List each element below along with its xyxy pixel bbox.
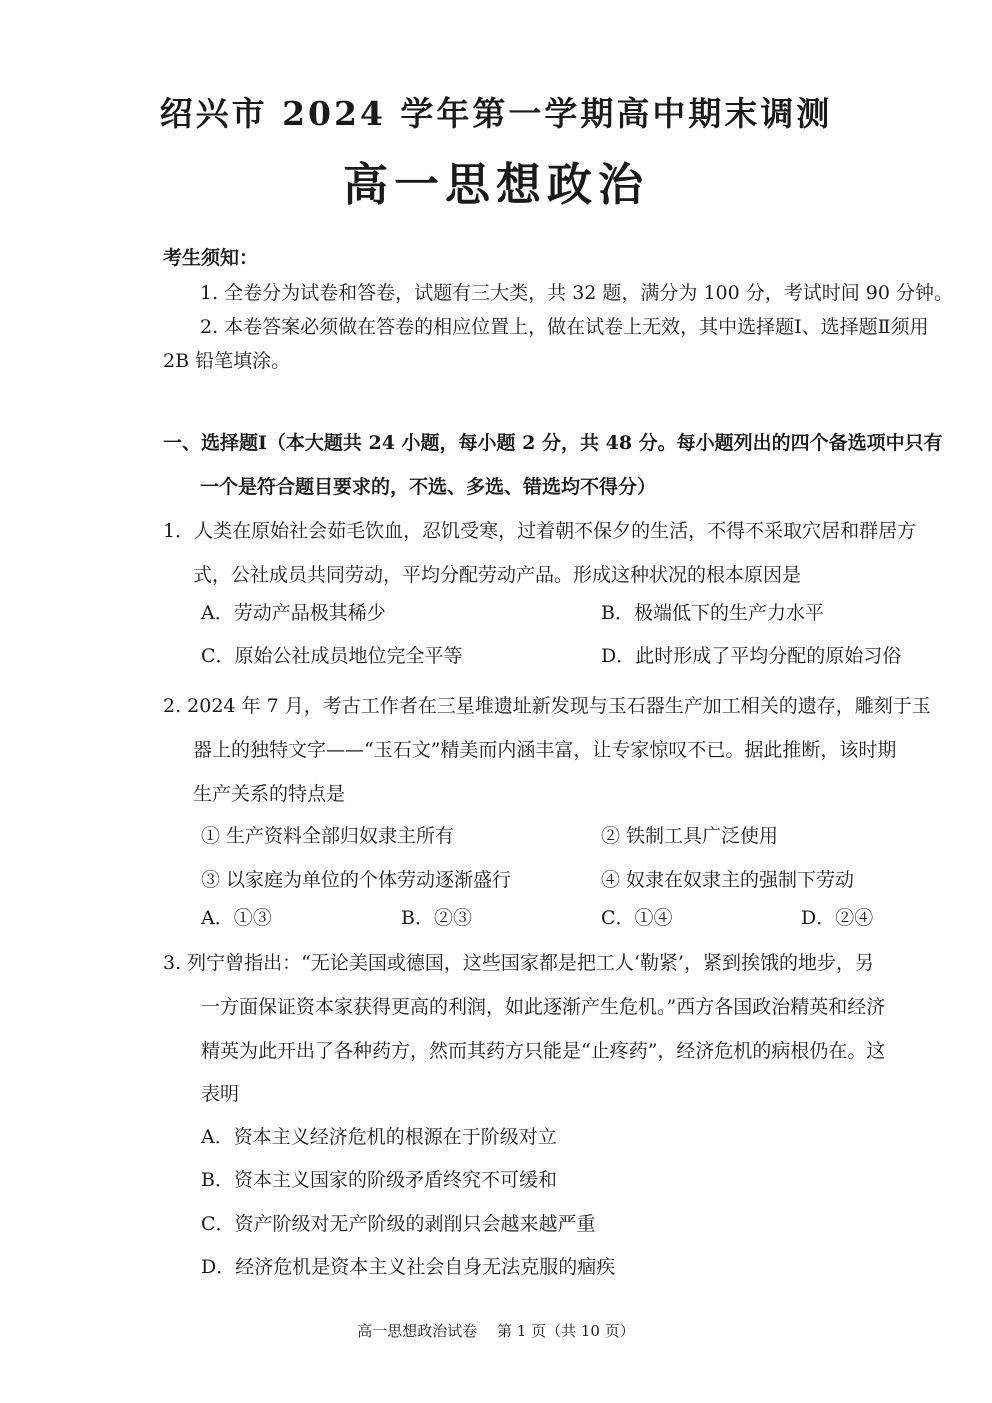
section-1-heading-line-2: 一个是符合题目要求的，不选、多选、错选均不得分） [200,476,657,498]
question-3-stem-line-1: 3. 列宁曾指出：“无论美国或德国，这些国家都是把工人‘勒紧’，紧到挨饿的地步，另 [163,952,874,974]
question-3-option-b: B．资本主义国家的阶级矛盾终究不可缓和 [201,1169,557,1191]
question-1-stem-line-1: 1．人类在原始社会茹毛饮血，忍饥受寒，过着朝不保夕的生活，不得不采取穴居和群居方 [163,520,917,542]
question-2-statement-4: ④ 奴隶在奴隶主的强制下劳动 [601,869,855,891]
section-1-heading-line-1: 一、选择题Ⅰ（本大题共 24 小题，每小题 2 分，共 48 分。每小题列出的四个备选项中只有 [163,432,943,454]
notice-heading: 考生须知： [163,247,259,269]
notice-item-1: 1. 全卷分为试卷和答卷，试题有三大类，共 32 题，满分为 100 分，考试时间 90 分钟。 [200,282,954,304]
question-1-option-d: D．此时形成了平均分配的原始习俗 [601,645,902,667]
subject-title: 高一思想政治 [342,158,649,211]
question-3-option-d: D．经济危机是资本主义社会自身无法克服的痼疾 [201,1256,616,1278]
exam-title: 绍兴市 2024 学年第一学期高中期末调测 [159,94,833,133]
question-2-option-a: A．①③ [201,907,272,929]
question-2-option-b: B．②③ [401,907,472,929]
question-2-stem-line-2: 器上的独特文字——“玉石文”精美而内涵丰富，让专家惊叹不已。据此推断，该时期 [193,739,897,761]
question-2-statement-3: ③ 以家庭为单位的个体劳动逐渐盛行 [201,869,512,891]
question-1-option-b: B．极端低下的生产力水平 [601,602,824,624]
question-1-option-a: A．劳动产品极其稀少 [201,602,386,624]
question-1-option-c: C．原始公社成员地位完全平等 [201,645,463,667]
question-3-option-a: A．资本主义经济危机的根源在于阶级对立 [201,1126,557,1148]
question-3-option-c: C．资产阶级对无产阶级的剥削只会越来越严重 [201,1213,596,1235]
question-3-stem-line-2: 一方面保证资本家获得更高的利润，如此逐渐产生危机。”西方各国政治精英和经济 [201,996,886,1018]
question-3-stem-line-4: 表明 [201,1083,240,1105]
question-2-statement-2: ② 铁制工具广泛使用 [601,825,779,847]
question-2-option-d: D．②④ [801,907,874,929]
page-footer: 高一思想政治试卷 第 1 页（共 10 页） [357,1322,635,1340]
question-1-stem-line-2: 式，公社成员共同劳动，平均分配劳动产品。形成这种状况的根本原因是 [193,564,802,586]
question-2-option-c: C．①④ [601,907,673,929]
question-2-statement-1: ① 生产资料全部归奴隶主所有 [201,825,455,847]
question-3-stem-line-3: 精英为此开出了各种药方，然而其药方只能是“止疼药”，经济危机的病根仍在。这 [201,1040,886,1062]
notice-item-2-line-1: 2. 本卷答案必须做在答卷的相应位置上，做在试卷上无效，其中选择题Ⅰ、选择题Ⅱ须用 [200,316,929,338]
question-2-stem-line-1: 2. 2024 年 7 月，考古工作者在三星堆遗址新发现与玉石器生产加工相关的遗存，雕刻于玉 [163,695,931,717]
question-2-stem-line-3: 生产关系的特点是 [193,783,346,805]
notice-item-2-line-2: 2B 铅笔填涂。 [163,350,291,372]
